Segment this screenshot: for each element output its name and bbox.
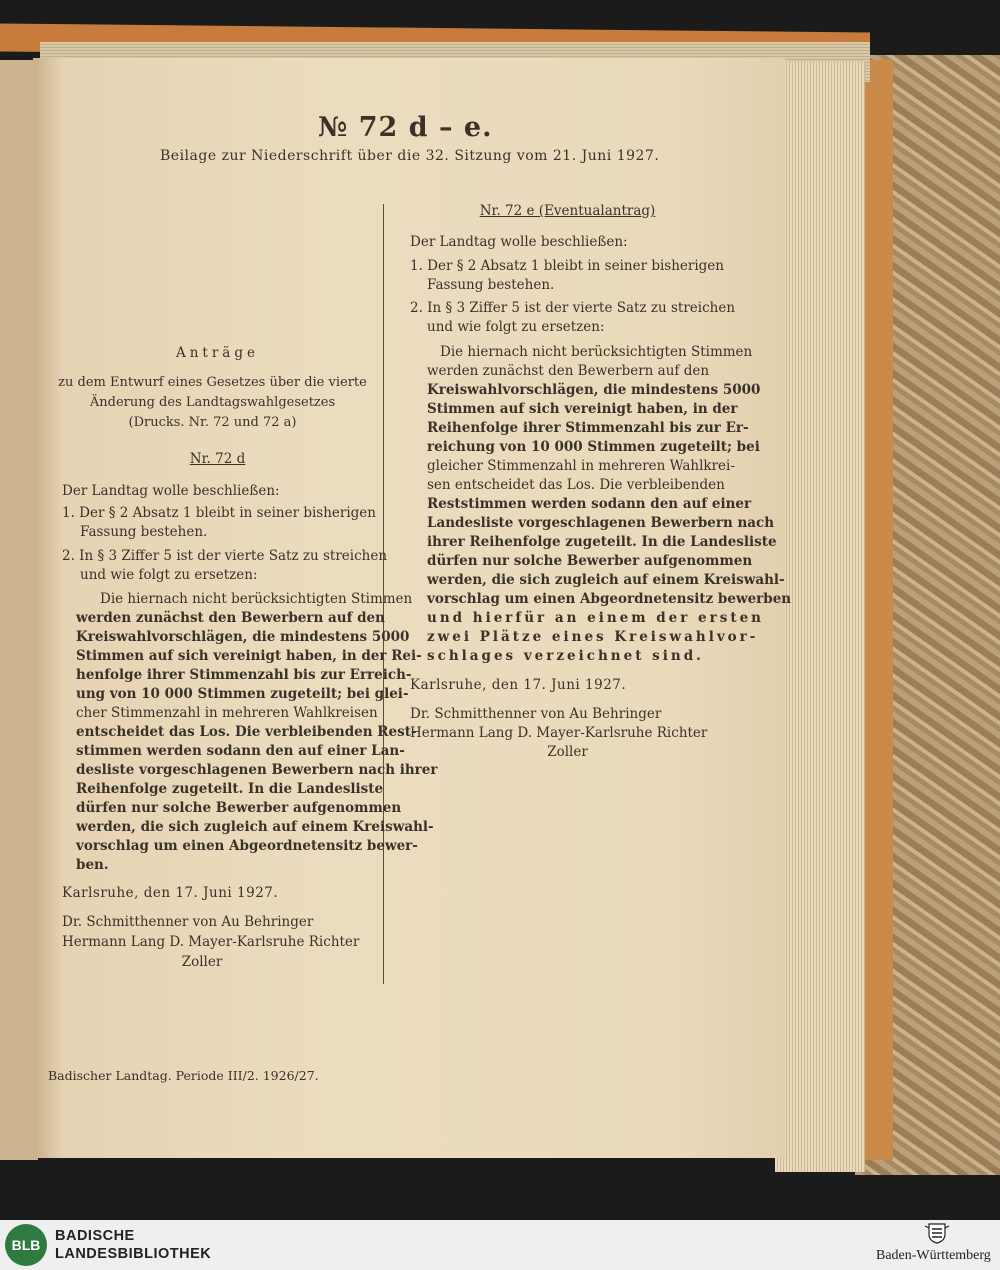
right-line: Die hiernach nicht berücksichtigten Stimmen	[440, 344, 753, 360]
left-signature-2: Hermann Lang D. Mayer-Karlsruhe Richter	[62, 934, 360, 950]
right-line: sen entscheidet das Los. Die verbleibenden	[427, 477, 725, 493]
right-line: und wie folgt zu ersetzen:	[427, 319, 605, 335]
left-line: Stimmen auf sich vereinigt haben, in der Rei-	[76, 648, 422, 664]
right-line: Der Landtag wolle beschließen:	[410, 234, 628, 250]
left-line: Fassung bestehen.	[80, 524, 208, 540]
left-line: cher Stimmenzahl in mehreren Wahlkreisen	[76, 705, 378, 721]
left-footer-note: Badischer Landtag. Periode III/2. 1926/27.	[48, 1068, 319, 1083]
left-intro-line-1: zu dem Entwurf eines Gesetzes über die vierte	[58, 375, 367, 390]
left-number: Nr. 72 d	[189, 451, 246, 467]
state-name[interactable]: Baden-Württemberg	[876, 1248, 991, 1263]
blb-logo[interactable]: BLB	[5, 1224, 47, 1266]
left-line: Der Landtag wolle beschließen:	[62, 483, 280, 499]
right-line: ihrer Reihenfolge zugeteilt. In die Landesliste	[427, 534, 777, 550]
right-line: Reihenfolge ihrer Stimmenzahl bis zur Er-	[427, 420, 749, 436]
right-line: gleicher Stimmenzahl in mehreren Wahlkrei-	[427, 458, 735, 474]
library-name-line-2: LANDESBIBLIOTHEK	[55, 1246, 212, 1262]
document-title: № 72 d – e.	[318, 112, 493, 143]
right-line: 2. In § 3 Ziffer 5 ist der vierte Satz zu streichen	[410, 300, 736, 316]
left-line: ben.	[76, 857, 109, 873]
left-line: henfolge ihrer Stimmenzahl bis zur Erreich-	[76, 667, 412, 683]
right-line: 1. Der § 2 Absatz 1 bleibt in seiner bisherigen	[410, 258, 724, 274]
left-line: werden, die sich zugleich auf einem Kreiswahl-	[76, 819, 434, 835]
left-line: 2. In § 3 Ziffer 5 ist der vierte Satz zu streichen	[62, 548, 388, 564]
left-signature-1: Dr. Schmitthenner von Au Behringer	[62, 914, 314, 930]
left-heading: Anträge	[175, 345, 259, 361]
left-line: und wie folgt zu ersetzen:	[80, 567, 258, 583]
left-line: werden zunächst den Bewerbern auf den	[76, 610, 385, 626]
left-signature-3: Zoller	[181, 954, 223, 970]
right-line: reichung von 10 000 Stimmen zugeteilt; bei	[427, 439, 760, 455]
right-line: Kreiswahlvorschlägen, die mindestens 5000	[427, 382, 761, 398]
library-name-line-1: BADISCHE	[55, 1228, 135, 1244]
state-crest-icon	[924, 1222, 950, 1244]
right-line: und hierfür an einem der ersten	[427, 610, 765, 626]
right-number: Nr. 72 e (Eventualantrag)	[479, 203, 656, 219]
right-signature-1: Dr. Schmitthenner von Au Behringer	[410, 706, 662, 722]
left-line: vorschlag um einen Abgeordnetensitz bewer-	[76, 838, 418, 854]
left-line: desliste vorgeschlagenen Bewerbern nach ihrer	[76, 762, 438, 778]
left-line: dürfen nur solche Bewerber aufgenommen	[76, 800, 402, 816]
right-signature-2: Hermann Lang D. Mayer-Karlsruhe Richter	[410, 725, 708, 741]
right-line: schlages verzeichnet sind.	[427, 648, 704, 664]
right-line: vorschlag um einen Abgeordnetensitz bewerben	[427, 591, 792, 607]
right-place-date: Karlsruhe, den 17. Juni 1927.	[410, 677, 627, 693]
left-line: Die hiernach nicht berücksichtigten Stimmen	[100, 591, 413, 607]
left-intro-line-3: (Drucks. Nr. 72 und 72 a)	[128, 415, 297, 430]
right-line: zwei Plätze eines Kreiswahlvor-	[427, 629, 759, 645]
left-line: Reihenfolge zugeteilt. In die Landesliste	[76, 781, 384, 797]
right-line: Fassung bestehen.	[427, 277, 555, 293]
left-line: ung von 10 000 Stimmen zugeteilt; bei glei-	[76, 686, 409, 702]
page-stack-right	[775, 62, 865, 1172]
right-line: dürfen nur solche Bewerber aufgenommen	[427, 553, 753, 569]
right-line: Reststimmen werden sodann den auf einer	[427, 496, 752, 512]
left-line: 1. Der § 2 Absatz 1 bleibt in seiner bisherigen	[62, 505, 376, 521]
left-line: stimmen werden sodann den auf einer Lan-	[76, 743, 405, 759]
library-name[interactable]	[55, 1227, 211, 1263]
right-signature-3: Zoller	[547, 744, 588, 760]
left-intro-line-2: Änderung des Landtagswahlgesetzes	[89, 395, 336, 410]
left-line: Kreiswahlvorschlägen, die mindestens 5000	[76, 629, 410, 645]
right-line: Stimmen auf sich vereinigt haben, in der	[427, 401, 738, 417]
right-line: werden, die sich zugleich auf einem Kreiswahl-	[427, 572, 785, 588]
right-line: Landesliste vorgeschlagenen Bewerbern nach	[427, 515, 775, 531]
left-line: entscheidet das Los. Die verbleibenden Rest-	[76, 724, 417, 740]
left-place-date: Karlsruhe, den 17. Juni 1927.	[62, 885, 279, 901]
right-line: werden zunächst den Bewerbern auf den	[427, 363, 710, 379]
document-subtitle: Beilage zur Niederschrift über die 32. Sitzung vom 21. Juni 1927.	[160, 148, 660, 164]
